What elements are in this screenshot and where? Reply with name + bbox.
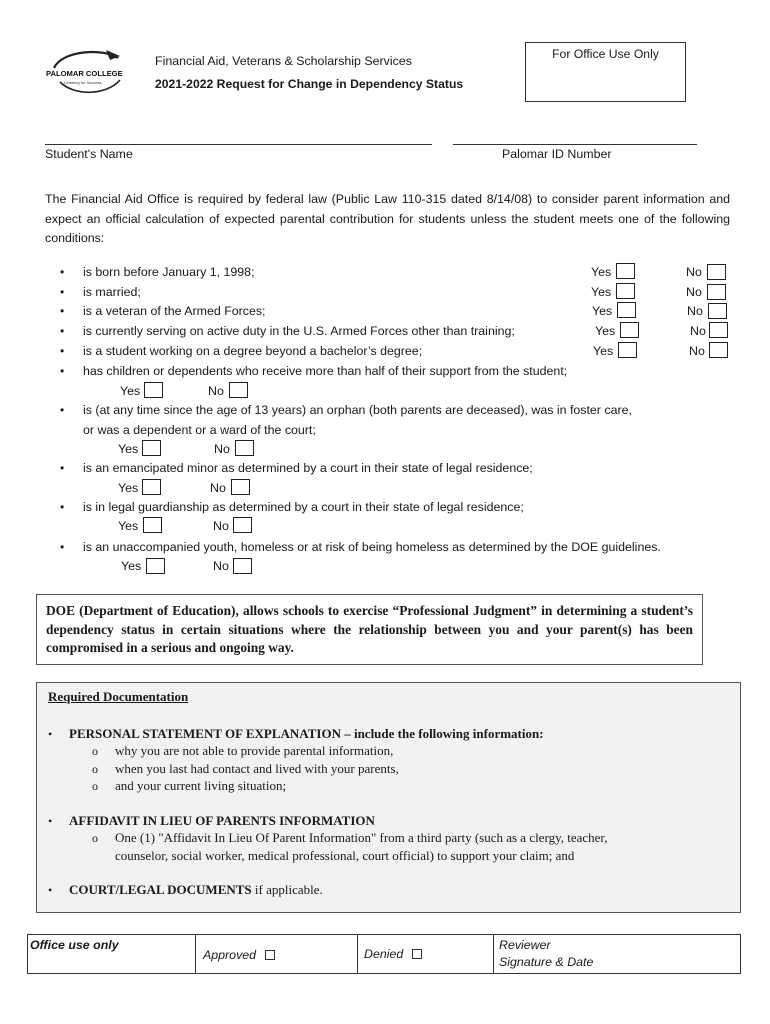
condition-5-no-checkbox[interactable] — [709, 342, 728, 358]
bullet-icon: • — [48, 814, 53, 828]
condition-1-yes-checkbox[interactable] — [616, 263, 635, 279]
affidavit-description-line2: counselor, social worker, medical professional, court official) to support your claim; and — [115, 848, 575, 863]
bullet-icon: • — [60, 540, 65, 554]
condition-10-no-checkbox[interactable] — [233, 558, 252, 574]
condition-1-no-checkbox[interactable] — [707, 264, 726, 280]
condition-3-no-label: No — [687, 304, 703, 318]
bullet-icon: • — [60, 364, 65, 378]
office-use-table — [27, 934, 741, 974]
court-documents-note: if applicable. — [251, 882, 323, 897]
sub-bullet-icon: o — [92, 744, 98, 758]
affidavit-title: AFFIDAVIT IN LIEU OF PARENTS INFORMATION — [69, 813, 375, 828]
condition-2-no-checkbox[interactable] — [707, 284, 726, 300]
office-use-label: For Office Use Only — [552, 47, 659, 61]
condition-2-yes-label: Yes — [591, 285, 612, 299]
office-use-only-label: Office use only — [30, 938, 119, 952]
condition-5-no-label: No — [689, 344, 705, 358]
condition-10-yes-label: Yes — [121, 559, 142, 573]
office-use-box — [525, 42, 686, 102]
logo-text: PALOMAR COLLEGE — [46, 69, 123, 78]
bullet-icon: • — [48, 727, 53, 741]
affidavit-description-line1: One (1) "Affidavit In Lieu Of Parent Information" from a third party (such as a clergy, teacher, — [115, 830, 608, 845]
required-documentation-box — [36, 682, 741, 913]
denied-option[interactable] — [364, 947, 422, 961]
personal-statement-item-1: why you are not able to provide parental information, — [115, 743, 394, 758]
condition-3-yes-checkbox[interactable] — [617, 302, 636, 318]
personal-statement-item-3: and your current living situation; — [115, 778, 287, 793]
sub-bullet-icon: o — [92, 779, 98, 793]
condition-2-yes-checkbox[interactable] — [616, 283, 635, 299]
logo-tagline: Learning for Success — [64, 80, 102, 85]
palomar-id-field[interactable] — [453, 144, 697, 145]
condition-9-text: is in legal guardianship as determined by a court in their state of legal residence; — [83, 500, 524, 514]
palomar-id-label: Palomar ID Number — [502, 147, 612, 161]
org-name: Financial Aid, Veterans & Scholarship Services — [155, 54, 412, 68]
condition-3-yes-label: Yes — [592, 304, 613, 318]
personal-statement-item-2: when you last had contact and lived with your parents, — [115, 761, 399, 776]
condition-8-no-label: No — [210, 481, 226, 495]
condition-7-text-line2: or was a dependent or a ward of the court; — [83, 423, 316, 437]
condition-4-no-checkbox[interactable] — [709, 322, 728, 338]
condition-1-yes-label: Yes — [591, 265, 612, 279]
condition-4-yes-label: Yes — [595, 324, 616, 338]
condition-4-yes-checkbox[interactable] — [620, 322, 639, 338]
condition-7-no-label: No — [214, 442, 230, 456]
approved-label: Approved — [203, 948, 257, 962]
condition-5-yes-checkbox[interactable] — [618, 342, 637, 358]
condition-1-text: is born before January 1, 1998; — [83, 265, 255, 279]
condition-6-yes-label: Yes — [120, 384, 141, 398]
signature-date-label: Signature & Date — [499, 955, 594, 969]
condition-7-yes-checkbox[interactable] — [142, 440, 161, 456]
doe-notice-text: DOE (Department of Education), allows schools to exercise “Professional Judgment” in determining a student’s dependency status in certain situations where the relationship between you and your parent(s) has been compromised in a serious and ongoing way. — [46, 603, 693, 656]
condition-4-no-label: No — [690, 324, 706, 338]
bullet-icon: • — [60, 304, 65, 318]
condition-5-text: is a student working on a degree beyond a bachelor’s degree; — [83, 344, 423, 358]
bullet-icon: • — [60, 403, 65, 417]
bullet-icon: • — [60, 461, 65, 475]
condition-2-text: is married; — [83, 285, 141, 299]
condition-9-no-checkbox[interactable] — [233, 517, 252, 533]
condition-6-text: has children or dependents who receive more than half of their support from the student; — [83, 364, 568, 378]
condition-3-text: is a veteran of the Armed Forces; — [83, 304, 266, 318]
student-name-label: Student's Name — [45, 147, 133, 161]
condition-7-yes-label: Yes — [118, 442, 139, 456]
condition-10-text: is an unaccompanied youth, homeless or at risk of being homeless as determined by the DOE guidelines. — [83, 540, 661, 554]
condition-2-no-label: No — [686, 285, 702, 299]
bullet-icon: • — [60, 324, 65, 338]
condition-7-no-checkbox[interactable] — [235, 440, 254, 456]
condition-10-yes-checkbox[interactable] — [146, 558, 165, 574]
palomar-college-logo — [44, 46, 136, 98]
form-title: 2021-2022 Request for Change in Dependency Status — [155, 77, 464, 91]
bullet-icon: • — [60, 265, 65, 279]
bullet-icon: • — [60, 500, 65, 514]
bullet-icon: • — [60, 344, 65, 358]
condition-6-no-checkbox[interactable] — [229, 382, 248, 398]
court-documents-title: COURT/LEGAL DOCUMENTS — [69, 882, 252, 897]
intro-paragraph: The Financial Aid Office is required by federal law (Public Law 110-315 dated 8/14/08) to consider parent information and expect an official calculation of expected parental contribution for students unless the student meets one of the following conditions: — [45, 192, 730, 245]
bullet-icon: • — [60, 285, 65, 299]
denied-label: Denied — [364, 947, 404, 961]
sub-bullet-icon: o — [92, 762, 98, 776]
condition-5-yes-label: Yes — [593, 344, 614, 358]
condition-9-yes-label: Yes — [118, 519, 139, 533]
approved-checkbox[interactable] — [265, 950, 275, 960]
condition-9-no-label: No — [213, 519, 229, 533]
required-documentation-title: Required Documentation — [48, 689, 189, 704]
denied-checkbox[interactable] — [412, 949, 422, 959]
personal-statement-title: PERSONAL STATEMENT OF EXPLANATION – include the following information: — [69, 726, 544, 741]
condition-4-text: is currently serving on active duty in the U.S. Armed Forces other than training; — [83, 324, 515, 338]
bullet-icon: • — [48, 883, 53, 897]
condition-8-yes-checkbox[interactable] — [142, 479, 161, 495]
sub-bullet-icon: o — [92, 831, 98, 845]
doe-notice-box — [36, 594, 703, 665]
condition-7-text: is (at any time since the age of 13 years) an orphan (both parents are deceased), was in foster care, — [83, 403, 632, 417]
condition-1-no-label: No — [686, 265, 702, 279]
condition-9-yes-checkbox[interactable] — [143, 517, 162, 533]
condition-8-yes-label: Yes — [118, 481, 139, 495]
condition-3-no-checkbox[interactable] — [708, 303, 727, 319]
condition-8-no-checkbox[interactable] — [231, 479, 250, 495]
condition-10-no-label: No — [213, 559, 229, 573]
student-name-field[interactable] — [45, 144, 432, 145]
approved-option[interactable] — [203, 948, 275, 962]
condition-6-yes-checkbox[interactable] — [144, 382, 163, 398]
condition-8-text: is an emancipated minor as determined by a court in their state of legal residence; — [83, 461, 533, 475]
reviewer-label: Reviewer — [499, 938, 551, 952]
court-documents-item — [69, 882, 323, 898]
condition-6-no-label: No — [208, 384, 224, 398]
